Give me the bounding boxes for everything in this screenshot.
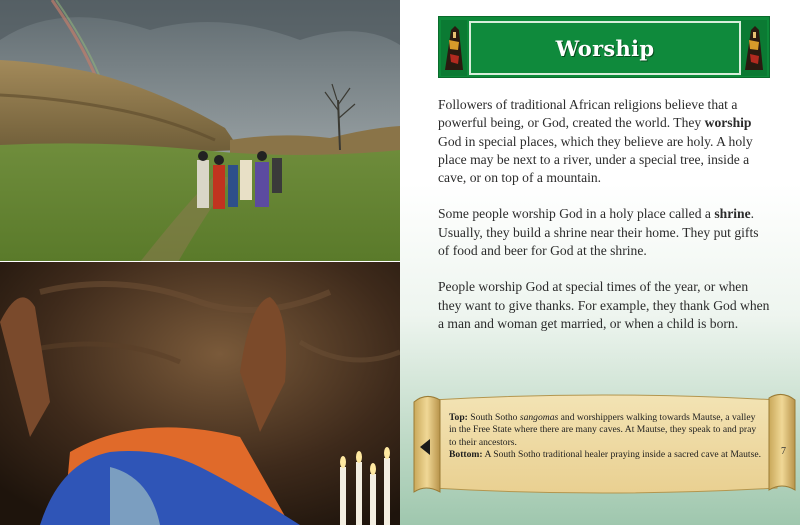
body-text [438,96,770,351]
african-mask-icon [741,20,767,76]
photo-healer-praying [0,262,400,525]
paragraph-holy-places: Followers of traditional African religions believe that a powerful being, or God, created the world. They worship God in special places, which they believe are holy. A holy place may be next to a river, under a special tree, inside a cave, or on top of a mountain. [438,97,753,186]
page-title: Worship [555,35,655,61]
keyword-worship: worship [704,115,752,131]
paragraph-shrine: Some people worship God in a holy place called a shrine. Usually, they build a shrine near their home. They put gifts of food and beer for God at the shrine. [438,206,759,259]
keyword-shrine: shrine [714,206,751,222]
photo-valley-procession [0,0,400,262]
triangle-left-icon[interactable] [420,439,430,455]
title-banner [438,16,770,78]
caption-scroll [412,392,797,496]
banner-frame [469,21,741,75]
page-number: 7 [781,446,786,457]
paragraph-special-times: People worship God at special times of the year, or when they want to give thanks. For example, they thank God when a man and woman get married, or when a child is born. [438,279,770,331]
african-mask-icon [441,20,467,76]
photo-caption: Top: South Sotho sangomas and worshippers walking towards Mautse, a valley in the Free State where there are many caves. At Mautse, they speak to and pray to their ancestors. Bottom: A South Sotho traditional healer praying inside a sacred cave at Mautse. [449,412,761,461]
term-sangomas: sangomas [519,412,559,423]
